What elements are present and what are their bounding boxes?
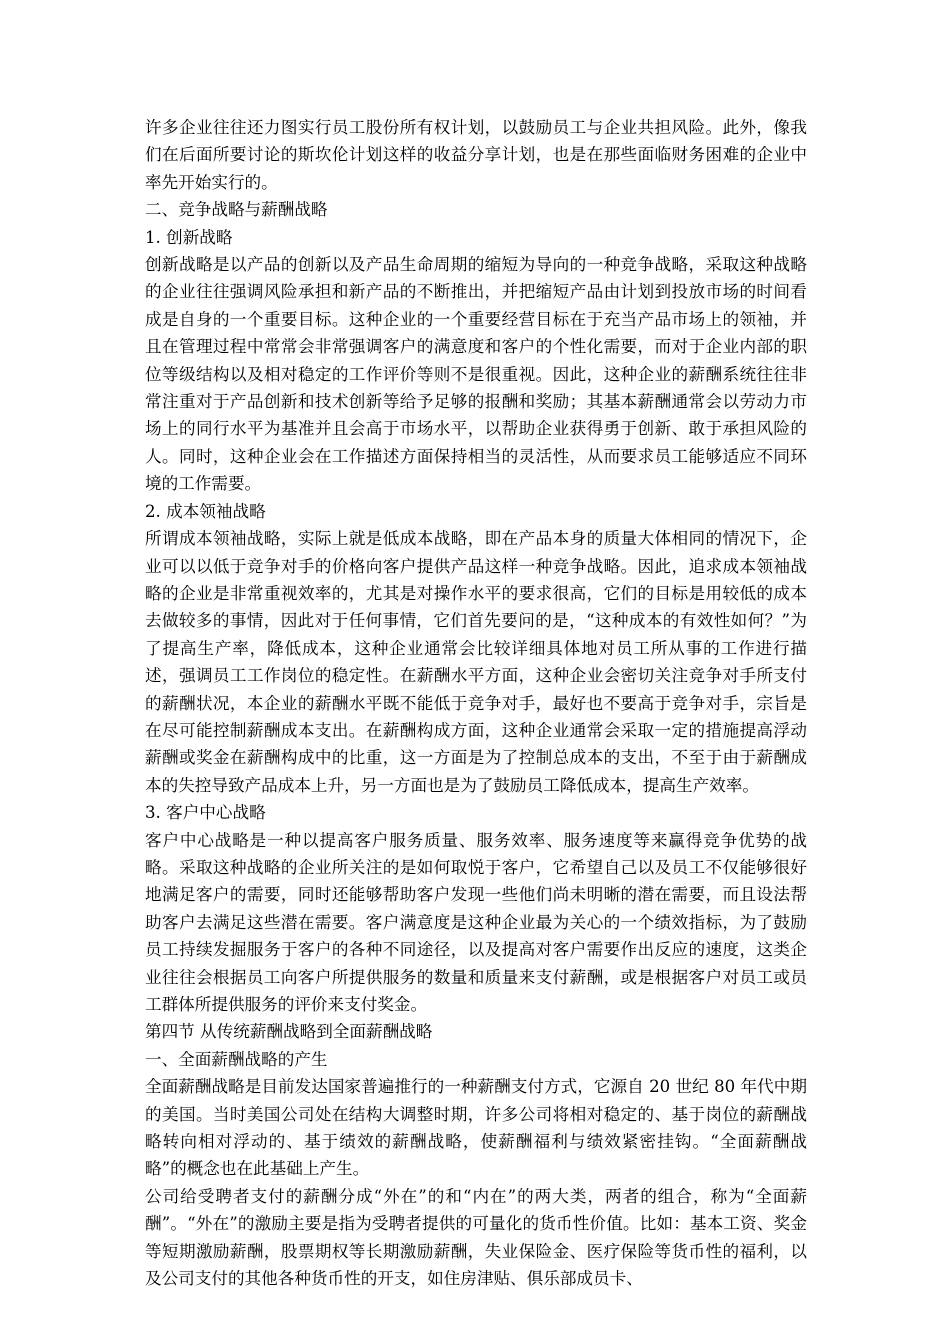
subheading-innovation-strategy: 1. 创新战略	[145, 227, 233, 247]
paragraph-innovation-strategy: 创新战略是以产品的创新以及产品生命周期的缩短为导向的一种竞争战略，采取这种战略的企业往往强调风险承担和新产品的不断推出，并把缩短产品由计划到投放市场的时间看成是自身的一个重要目标。这种企业的一个重要经营目标在于充当产品市场上的领袖，并且在管理过程中常常会非常强调客户的满意度和客户的个性化需要，而对于企业内部的职位等级结构以及相对稳定的工作评价等则不是很重视。因此，这种企业的薪酬系统往往非常注重对于产品创新和技术创新等给予足够的报酬和奖励；其基本薪酬通常会以劳动力市场上的同行水平为基准并且会高于市场水平，以帮助企业获得勇于创新、敢于承担风险的人。同时，这种企业会在工作描述方面保持相当的灵活性，从而要求员工能够适应不同环境的工作需要。	[145, 255, 807, 494]
paragraph-total-rewards-definition: 公司给受聘者支付的薪酬分成“外在”的和“内在”的两大类，两者的组合，称为“全面薪酬”。“外在”的激励主要是指为受聘者提供的可量化的货币性价值。比如：基本工资、奖金等短期激励薪酬，股票期权等长期激励薪酬，失业保险金、医疗保险等货币性的福利，以及公司支付的其他各种货币性的开支，如住房津贴、俱乐部成员卡、	[145, 1186, 807, 1289]
paragraph-customer-centric-strategy: 客户中心战略是一种以提高客户服务质量、服务效率、服务速度等来赢得竞争优势的战略。采取这种战略的企业所关注的是如何取悦于客户，它希望自己以及员工不仅能够很好地满足客户的需要，同时还能够帮助客户发现一些他们尚未明晰的潜在需要，而且设法帮助客户去满足这些潜在需要。客户满意度是这种企业最为关心的一个绩效指标，为了鼓励员工持续发掘服务于客户的各种不同途径，以及提高对客户需要作出反应的速度，这类企业往往会根据员工向客户所提供服务的数量和质量来支付薪酬，或是根据客户对员工或员工群体所提供服务的评价来支付奖金。	[145, 830, 807, 1014]
paragraph-total-rewards-origin: 全面薪酬战略是目前发达国家普遍推行的一种薪酬支付方式，它源自 20 世纪 80 年代中期的美国。当时美国公司处在结构大调整时期，许多公司将相对稳定的、基于岗位的薪酬战略转向相对浮动的、基于绩效的薪酬战略，使薪酬福利与绩效紧密挂钩。“全面薪酬战略”的概念也在此基础上产生。	[145, 1077, 807, 1179]
section-heading-competitive-strategy: 二、竞争战略与薪酬战略	[145, 200, 328, 220]
subheading-cost-leadership-strategy: 2. 成本领袖战略	[145, 501, 266, 521]
subheading-customer-centric-strategy: 3. 客户中心战略	[145, 803, 266, 823]
section-heading-section-four: 第四节 从传统薪酬战略到全面薪酬战略	[145, 1022, 433, 1042]
paragraph-cost-leadership-strategy: 所谓成本领袖战略，实际上就是低成本战略，即在产品本身的质量大体相同的情况下，企业可以以低于竞争对手的价格向客户提供产品这样一种竞争战略。因此，追求成本领袖战略的企业是非常重视效率的，尤其是对操作水平的要求很高，它们的目标是用较低的成本去做较多的事情，因此对于任何事情，它们首先要问的是，“这种成本的有效性如何？”为了提高生产率，降低成本，这种企业通常会比较详细具体地对员工所从事的工作进行描述，强调员工工作岗位的稳定性。在薪酬水平方面，这种企业会密切关注竞争对手所支付的薪酬状况，本企业的薪酬水平既不能低于竞争对手，最好也不要高于竞争对手，宗旨是在尽可能控制薪酬成本支出。在薪酬构成方面，这种企业通常会采取一定的措施提高浮动薪酬或奖金在薪酬构成中的比重，这一方面是为了控制总成本的支出，不至于由于薪酬成本的失控导致产品成本上升，另一方面也是为了鼓励员工降低成本，提高生产效率。	[145, 529, 807, 795]
paragraph-esop-intro: 许多企业往往还力图实行员工股份所有权计划，以鼓励员工与企业共担风险。此外，像我们在后面所要讨论的斯坎伦计划这样的收益分享计划，也是在那些面临财务困难的企业中率先开始实行的。	[145, 118, 807, 192]
subheading-total-rewards-origin: 一、全面薪酬战略的产生	[145, 1049, 328, 1069]
document-page	[145, 114, 807, 1292]
